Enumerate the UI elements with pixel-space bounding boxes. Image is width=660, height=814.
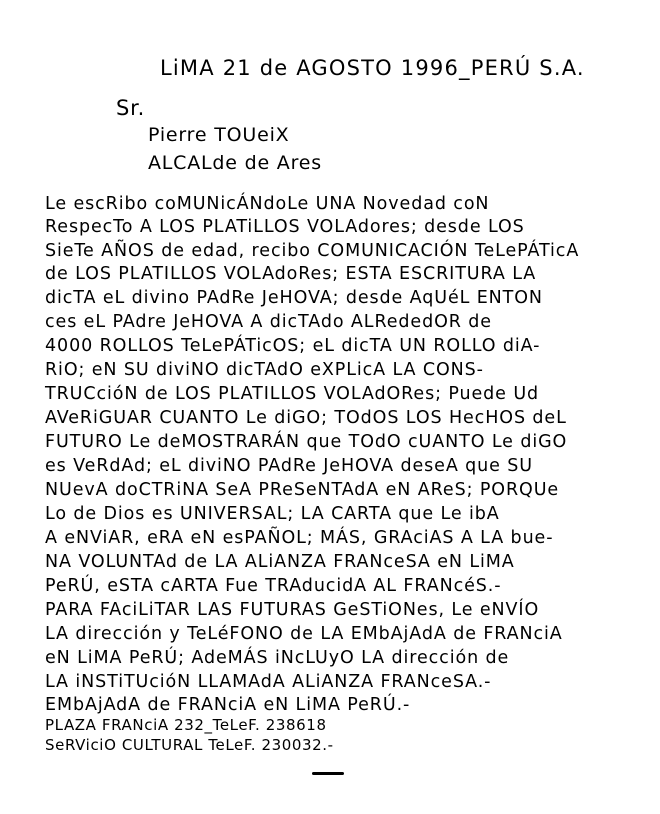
body-line: FUTURO Le deMOSTRARÁN que TOdO cUANTO Le diGO <box>45 432 568 452</box>
body-line: Le escRibo coMUNicÁNdoLe UNA Novedad coN <box>45 194 490 214</box>
body-line: ces eL PAdre JeHOVA A dicTAdo ALRededOR de <box>45 312 492 332</box>
body-line: A eNViAR, eRA eN esPAÑOL; MÁS, GRAciAS A LA bue- <box>45 528 554 548</box>
body-line: LA iNSTiTUcióN LLAMAdA ALiANZA FRANceSA.- <box>45 672 492 692</box>
body-line: Lo de Dios es UNIVERSAL; LA CARTA que Le ibA <box>45 504 500 524</box>
body-line: SieTe AÑOS de edad, recibo COMUNICACIÓN TeLePÁTicA <box>45 241 580 261</box>
body-line: NUevA doCTRiNA SeA PReSeNTAdA eN AReS; PORQUe <box>45 480 560 500</box>
letter-salutation: Sr. <box>116 96 146 120</box>
closing-dash <box>312 772 344 775</box>
body-line: 4000 ROLLOS TeLePÁTicOS; eL dicTA UN ROLLO diA- <box>45 336 541 356</box>
body-line: RespecTo A LOS PLATiLLOS VOLAdores; desde LOS <box>45 217 525 237</box>
body-line: RiO; eN SU diviNO dicTAdO eXPLicA LA CONS- <box>45 360 484 380</box>
body-line: NA VOLUNTAd de LA ALiANZA FRANceSA eN LiMA <box>45 552 515 572</box>
body-line: PARA FAciLiTAR LAS FUTURAS GeSTiONes, Le eNVÍO <box>45 600 540 620</box>
body-line: PeRÚ, eSTA cARTA Fue TRAducidA AL FRANcéS.- <box>45 576 502 596</box>
body-line: es VeRdAd; eL diviNO PAdRe JeHOVA deseA que SU <box>45 456 534 476</box>
body-line: eN LiMA PeRÚ; AdeMÁS iNcLUyO LA dirección de <box>45 648 510 668</box>
letter-dateline: LiMA 21 de AGOSTO 1996_PERÚ S.A. <box>160 56 585 80</box>
body-line: LA dirección y TeLéFONO de LA EMbAjAdA de FRANciA <box>45 624 563 644</box>
recipient-title: ALCALde de Ares <box>148 152 322 174</box>
body-line: TRUCcióN de LOS PLATILLOS VOLAdORes; Puede Ud <box>45 384 540 404</box>
body-line: de LOS PLATILLOS VOLAdoRes; ESTA ESCRITURA LA <box>45 264 537 284</box>
address-line: SeRViciO CULTURAL TeLeF. 230032.- <box>45 736 334 754</box>
body-line: AVeRiGUAR CUANTO Le diGO; TOdOS LOS HecHOS deL <box>45 408 567 428</box>
recipient-name: Pierre TOUeiX <box>148 124 290 146</box>
body-line: dicTA eL divino PAdRe JeHOVA; desde AqUéL ENTON <box>45 288 543 308</box>
address-line: PLAZA FRANciA 232_TeLeF. 238618 <box>45 716 327 734</box>
body-line: EMbAjAdA de FRANciA eN LiMA PeRÚ.- <box>45 695 411 715</box>
